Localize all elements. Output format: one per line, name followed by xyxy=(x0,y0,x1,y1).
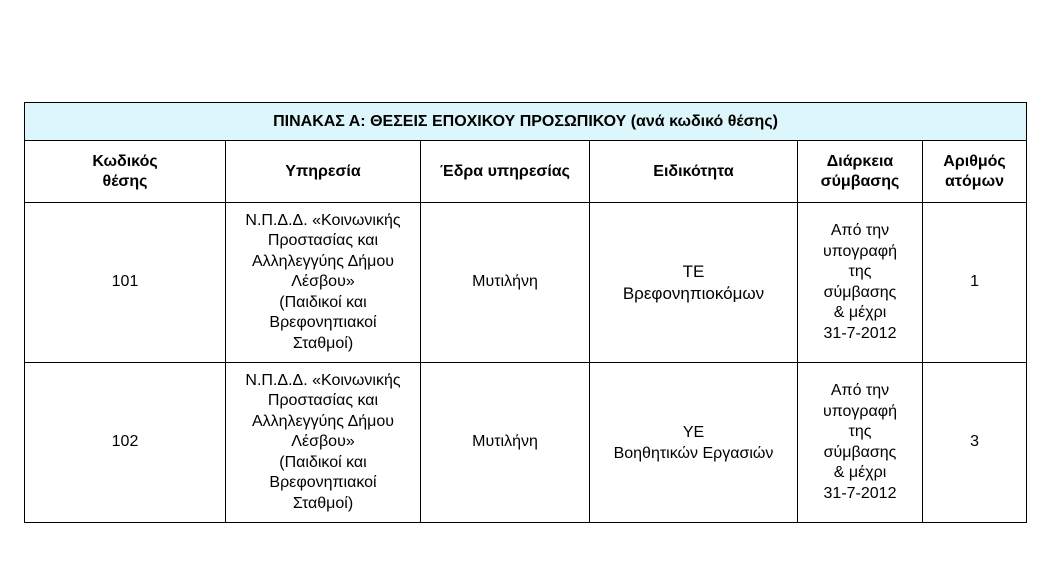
cell-seat: Μυτιλήνη xyxy=(421,203,590,363)
cell-code: 101 xyxy=(25,203,226,363)
table-row xyxy=(25,363,1027,523)
header-code: Κωδικός θέσης xyxy=(25,141,226,203)
table-row xyxy=(25,203,1027,363)
cell-code: 102 xyxy=(25,363,226,523)
table-title-row xyxy=(25,103,1027,141)
table-header-row xyxy=(25,141,1027,203)
cell-duration: Από την υπογραφή της σύμβασης & μέχρι 31-7-2012 xyxy=(798,363,923,523)
cell-seat: Μυτιλήνη xyxy=(421,363,590,523)
cell-specialty: ΥΕ Βοηθητικών Εργασιών xyxy=(590,363,798,523)
cell-service: Ν.Π.Δ.Δ. «Κοινωνικής Προστασίας και Αλληλεγγύης Δήμου Λέσβου» (Παιδικοί και Βρεφονηπιακοί Σταθμοί) xyxy=(226,363,421,523)
header-service: Υπηρεσία xyxy=(226,141,421,203)
table-title: ΠΙΝΑΚΑΣ Α: ΘΕΣΕΙΣ ΕΠΟΧΙΚΟΥ ΠΡΟΣΩΠΙΚΟΥ (ανά κωδικό θέσης) xyxy=(25,103,1027,141)
seasonal-staff-table xyxy=(24,102,1027,523)
cell-count: 1 xyxy=(923,203,1027,363)
cell-count: 3 xyxy=(923,363,1027,523)
cell-specialty: ΤΕ Βρεφονηπιοκόμων xyxy=(590,203,798,363)
header-duration: Διάρκεια σύμβασης xyxy=(798,141,923,203)
header-specialty: Ειδικότητα xyxy=(590,141,798,203)
cell-duration: Από την υπογραφή της σύμβασης & μέχρι 31-7-2012 xyxy=(798,203,923,363)
header-seat: Έδρα υπηρεσίας xyxy=(421,141,590,203)
header-count: Αριθμός ατόμων xyxy=(923,141,1027,203)
cell-service: Ν.Π.Δ.Δ. «Κοινωνικής Προστασίας και Αλληλεγγύης Δήμου Λέσβου» (Παιδικοί και Βρεφονηπιακοί Σταθμοί) xyxy=(226,203,421,363)
